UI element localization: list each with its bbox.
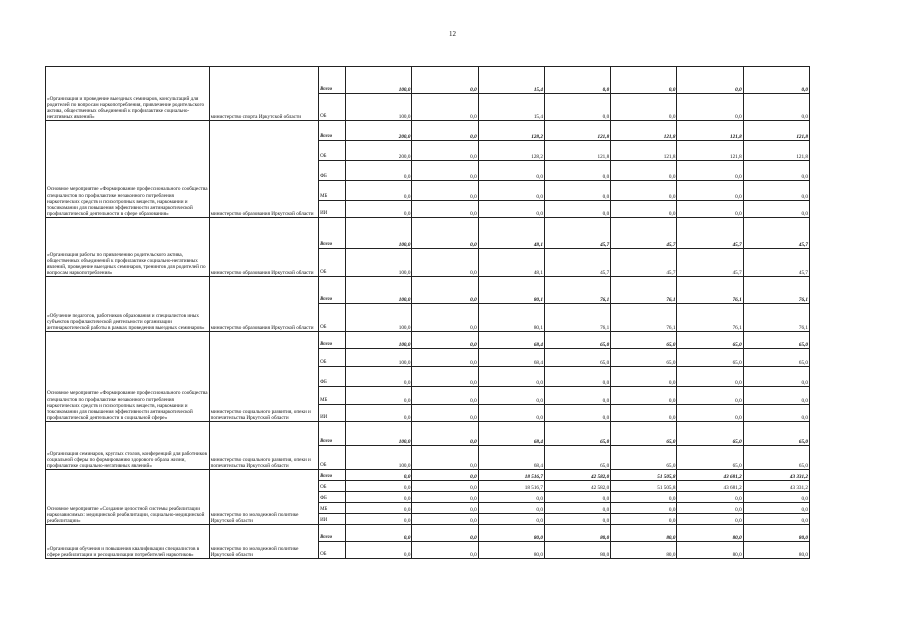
funding-source: ОБ xyxy=(319,481,346,492)
table-row xyxy=(46,332,810,349)
amount-cell: 0,0 xyxy=(412,161,478,181)
funding-source: ФБ xyxy=(319,161,346,181)
activity-name: Основное мероприятие «Создание целостной системы реабилитации наркозависимых: медицинской реабилитации, социально-медицинской реабилитации» xyxy=(46,470,210,525)
amount-cell: 80,1 xyxy=(478,277,544,304)
amount-cell: 0,0 xyxy=(677,405,743,422)
amount-cell: 0,0 xyxy=(412,387,478,405)
amount-cell: 0,0 xyxy=(544,367,610,387)
amount-cell: 18 516,7 xyxy=(478,481,544,492)
amount-cell: 100,0 xyxy=(346,249,412,277)
amount-cell: 0,0 xyxy=(611,367,677,387)
amount-cell: 121,8 xyxy=(677,141,743,161)
table-row xyxy=(46,422,810,446)
amount-cell: 0,0 xyxy=(611,181,677,201)
amount-cell: 45,7 xyxy=(743,249,809,277)
amount-cell: 0,0 xyxy=(346,542,412,559)
amount-cell: 80,0 xyxy=(611,542,677,559)
amount-cell: 0,0 xyxy=(412,201,478,218)
amount-cell: 0,0 xyxy=(677,67,743,94)
amount-cell: 0,0 xyxy=(743,503,809,514)
amount-cell: 0,0 xyxy=(412,446,478,470)
amount-cell: 0,0 xyxy=(346,161,412,181)
amount-cell: 0,0 xyxy=(611,514,677,525)
amount-cell: 0,0 xyxy=(611,503,677,514)
amount-cell: 48,1 xyxy=(478,249,544,277)
amount-cell: 0,0 xyxy=(346,181,412,201)
amount-cell: 43 331,2 xyxy=(743,470,809,481)
amount-cell: 0,0 xyxy=(743,67,809,94)
amount-cell: 45,7 xyxy=(611,249,677,277)
amount-cell: 0,0 xyxy=(677,514,743,525)
amount-cell: 80,0 xyxy=(611,525,677,542)
amount-cell: 48,1 xyxy=(478,218,544,249)
amount-cell: 100,0 xyxy=(346,218,412,249)
amount-cell: 0,0 xyxy=(346,470,412,481)
amount-cell: 0,0 xyxy=(743,514,809,525)
amount-cell: 0,0 xyxy=(346,387,412,405)
amount-cell: 200,0 xyxy=(346,141,412,161)
amount-cell: 0,0 xyxy=(677,492,743,503)
amount-cell: 68,4 xyxy=(478,446,544,470)
amount-cell: 43 681,2 xyxy=(677,481,743,492)
executor: министерство образования Иркутской области xyxy=(209,218,318,277)
executor: министерство спорта Иркутской области xyxy=(209,67,318,121)
amount-cell: 0,0 xyxy=(346,481,412,492)
amount-cell: 121,8 xyxy=(611,141,677,161)
amount-cell: 80,0 xyxy=(743,542,809,559)
amount-cell: 65,0 xyxy=(544,332,610,349)
amount-cell: 0,0 xyxy=(611,94,677,121)
amount-cell: 0,0 xyxy=(544,514,610,525)
amount-cell: 0,0 xyxy=(412,470,478,481)
amount-cell: 100,0 xyxy=(346,422,412,446)
amount-cell: 80,1 xyxy=(478,304,544,332)
amount-cell: 0,0 xyxy=(544,387,610,405)
amount-cell: 0,0 xyxy=(478,514,544,525)
amount-cell: 0,0 xyxy=(346,367,412,387)
funding-source: Всего xyxy=(319,277,346,304)
funding-source: МБ xyxy=(319,181,346,201)
amount-cell: 0,0 xyxy=(346,514,412,525)
amount-cell: 100,0 xyxy=(346,277,412,304)
amount-cell: 0,0 xyxy=(412,218,478,249)
amount-cell: 0,0 xyxy=(743,181,809,201)
activity-name: «Организация обучения и повышения квалификации специалистов в сфере реабилитации и ресоциализации потребителей наркотиков» xyxy=(46,525,210,559)
amount-cell: 45,7 xyxy=(743,218,809,249)
funding-source: ИИ xyxy=(319,514,346,525)
amount-cell: 65,0 xyxy=(544,349,610,367)
amount-cell: 0,0 xyxy=(412,422,478,446)
amount-cell: 65,0 xyxy=(611,422,677,446)
amount-cell: 121,8 xyxy=(743,121,809,141)
table-row xyxy=(46,470,810,481)
amount-cell: 0,0 xyxy=(544,201,610,218)
amount-cell: 0,0 xyxy=(677,161,743,181)
amount-cell: 0,0 xyxy=(743,405,809,422)
amount-cell: 0,0 xyxy=(478,201,544,218)
amount-cell: 0,0 xyxy=(346,503,412,514)
amount-cell: 0,0 xyxy=(412,542,478,559)
funding-source: ОБ xyxy=(319,141,346,161)
amount-cell: 0,0 xyxy=(412,332,478,349)
amount-cell: 0,0 xyxy=(412,367,478,387)
amount-cell: 100,0 xyxy=(346,304,412,332)
amount-cell: 0,0 xyxy=(677,94,743,121)
amount-cell: 121,8 xyxy=(611,121,677,141)
funding-source: Всего xyxy=(319,470,346,481)
funding-source: Всего xyxy=(319,121,346,141)
amount-cell: 0,0 xyxy=(478,492,544,503)
amount-cell: 0,0 xyxy=(346,201,412,218)
amount-cell: 0,0 xyxy=(743,94,809,121)
amount-cell: 0,0 xyxy=(346,525,412,542)
funding-source: ОБ xyxy=(319,446,346,470)
amount-cell: 15,4 xyxy=(478,67,544,94)
amount-cell: 76,1 xyxy=(611,277,677,304)
funding-source: ОБ xyxy=(319,542,346,559)
amount-cell: 0,0 xyxy=(611,492,677,503)
funding-source: ИИ xyxy=(319,201,346,218)
amount-cell: 100,0 xyxy=(346,94,412,121)
amount-cell: 0,0 xyxy=(743,201,809,218)
funding-source: ОБ xyxy=(319,304,346,332)
amount-cell: 100,0 xyxy=(346,67,412,94)
activity-name: «Обучение педагогов, работников образования и специалистов иных субъектов профилактической деятельности организации антинаркотической работы в рамках проведения выездных семинаров» xyxy=(46,277,210,332)
amount-cell: 65,0 xyxy=(743,446,809,470)
amount-cell: 0,0 xyxy=(412,349,478,367)
amount-cell: 0,0 xyxy=(412,141,478,161)
table-row xyxy=(46,277,810,304)
table-row xyxy=(46,67,810,94)
amount-cell: 51 505,8 xyxy=(611,481,677,492)
funding-source: Всего xyxy=(319,218,346,249)
funding-source: МБ xyxy=(319,387,346,405)
amount-cell: 0,0 xyxy=(544,405,610,422)
funding-source: Всего xyxy=(319,332,346,349)
activity-name: «Организация работы по привлечению родительского актива, общественных объединений к профилактике социально-негативных явлений, проведение выездных семинаров, тренингов для родителей по вопросам наркопотребления» xyxy=(46,218,210,277)
amount-cell: 65,0 xyxy=(743,332,809,349)
amount-cell: 0,0 xyxy=(346,405,412,422)
amount-cell: 65,0 xyxy=(677,332,743,349)
activity-name: Основное мероприятие «Формирование профессионального сообщества специалистов по профилактике незаконного потребления наркотических средств и психотропных веществ, наркомании и токсикомании для повышения эффективности антинаркотической профилактической деятельности в сфере образования» xyxy=(46,121,210,218)
funding-source: ФБ xyxy=(319,367,346,387)
amount-cell: 121,8 xyxy=(544,141,610,161)
amount-cell: 0,0 xyxy=(611,67,677,94)
amount-cell: 0,0 xyxy=(412,481,478,492)
activity-name: Основное мероприятие «Формирование профессионального сообщества специалистов по профилактике незаконного потребления наркотических средств и психотропных веществ, наркомании и токсикомании для повышения эффективности антинаркотической профилактической деятельности в социальной сфере» xyxy=(46,332,210,422)
amount-cell: 0,0 xyxy=(412,121,478,141)
table-row xyxy=(46,218,810,249)
amount-cell: 0,0 xyxy=(544,161,610,181)
amount-cell: 0,0 xyxy=(743,161,809,181)
amount-cell: 68,4 xyxy=(478,349,544,367)
amount-cell: 0,0 xyxy=(544,181,610,201)
amount-cell: 15,4 xyxy=(478,94,544,121)
amount-cell: 76,1 xyxy=(677,304,743,332)
amount-cell: 0,0 xyxy=(677,387,743,405)
amount-cell: 45,7 xyxy=(544,218,610,249)
funding-source: ИИ xyxy=(319,405,346,422)
amount-cell: 43 681,2 xyxy=(677,470,743,481)
amount-cell: 0,0 xyxy=(743,367,809,387)
activity-name: «Организация семинаров, круглых столов, конференций для работников социальной сферы по формированию здорового образа жизни, профилактике социально-негативных явлений» xyxy=(46,422,210,470)
activity-name: «Организация и проведение выездных семинаров, консультаций для родителей по вопросам наркопотребления, привлечение родительского актива, общественных объединений к профилактике социально-негативных явлений» xyxy=(46,67,210,121)
funding-source: Всего xyxy=(319,67,346,94)
amount-cell: 0,0 xyxy=(478,367,544,387)
amount-cell: 80,0 xyxy=(544,525,610,542)
funding-source: ОБ xyxy=(319,349,346,367)
amount-cell: 0,0 xyxy=(412,181,478,201)
amount-cell: 80,0 xyxy=(743,525,809,542)
amount-cell: 65,0 xyxy=(544,446,610,470)
budget-table xyxy=(45,66,810,559)
amount-cell: 0,0 xyxy=(478,405,544,422)
executor: министерство образования Иркутской области xyxy=(209,121,318,218)
amount-cell: 0,0 xyxy=(412,249,478,277)
amount-cell: 0,0 xyxy=(478,181,544,201)
amount-cell: 0,0 xyxy=(611,405,677,422)
amount-cell: 65,0 xyxy=(611,349,677,367)
amount-cell: 0,0 xyxy=(412,514,478,525)
amount-cell: 0,0 xyxy=(677,181,743,201)
amount-cell: 0,0 xyxy=(611,201,677,218)
amount-cell: 0,0 xyxy=(478,503,544,514)
amount-cell: 121,8 xyxy=(677,121,743,141)
amount-cell: 0,0 xyxy=(412,492,478,503)
amount-cell: 0,0 xyxy=(412,304,478,332)
amount-cell: 76,1 xyxy=(743,277,809,304)
amount-cell: 65,0 xyxy=(611,446,677,470)
amount-cell: 76,1 xyxy=(743,304,809,332)
amount-cell: 0,0 xyxy=(544,492,610,503)
amount-cell: 0,0 xyxy=(611,161,677,181)
amount-cell: 45,7 xyxy=(677,218,743,249)
amount-cell: 45,7 xyxy=(611,218,677,249)
amount-cell: 0,0 xyxy=(611,387,677,405)
executor: министерство образования Иркутской области xyxy=(209,277,318,332)
funding-source: ФБ xyxy=(319,492,346,503)
amount-cell: 121,8 xyxy=(544,121,610,141)
amount-cell: 80,0 xyxy=(478,525,544,542)
amount-cell: 0,0 xyxy=(412,525,478,542)
amount-cell: 0,0 xyxy=(412,503,478,514)
funding-source: ОБ xyxy=(319,94,346,121)
amount-cell: 76,1 xyxy=(544,277,610,304)
amount-cell: 76,1 xyxy=(611,304,677,332)
table-row xyxy=(46,525,810,542)
amount-cell: 0,0 xyxy=(412,277,478,304)
amount-cell: 42 582,0 xyxy=(544,481,610,492)
amount-cell: 65,0 xyxy=(677,446,743,470)
executor: министерство по молодежной политике Иркутской области xyxy=(209,470,318,525)
amount-cell: 80,0 xyxy=(544,542,610,559)
executor: министерство социального развития, опеки и попечительства Иркутской области xyxy=(209,332,318,422)
amount-cell: 0,0 xyxy=(544,94,610,121)
amount-cell: 0,0 xyxy=(478,161,544,181)
amount-cell: 100,0 xyxy=(346,349,412,367)
amount-cell: 0,0 xyxy=(412,67,478,94)
amount-cell: 121,8 xyxy=(743,141,809,161)
amount-cell: 0,0 xyxy=(478,387,544,405)
amount-cell: 200,0 xyxy=(346,121,412,141)
funding-source: Всего xyxy=(319,525,346,542)
amount-cell: 45,7 xyxy=(677,249,743,277)
amount-cell: 0,0 xyxy=(412,94,478,121)
funding-source: Всего xyxy=(319,422,346,446)
amount-cell: 65,0 xyxy=(743,349,809,367)
amount-cell: 100,0 xyxy=(346,332,412,349)
amount-cell: 68,4 xyxy=(478,332,544,349)
amount-cell: 0,0 xyxy=(544,67,610,94)
amount-cell: 0,0 xyxy=(544,503,610,514)
amount-cell: 0,0 xyxy=(677,201,743,218)
amount-cell: 76,1 xyxy=(677,277,743,304)
amount-cell: 0,0 xyxy=(677,503,743,514)
amount-cell: 76,1 xyxy=(544,304,610,332)
amount-cell: 0,0 xyxy=(412,405,478,422)
amount-cell: 51 505,8 xyxy=(611,470,677,481)
amount-cell: 100,0 xyxy=(346,446,412,470)
amount-cell: 0,0 xyxy=(743,492,809,503)
amount-cell: 80,0 xyxy=(677,525,743,542)
budget-table-body xyxy=(46,67,810,559)
amount-cell: 0,0 xyxy=(677,367,743,387)
executor: министерство по молодежной политике Иркутской области xyxy=(209,525,318,559)
amount-cell: 18 516,7 xyxy=(478,470,544,481)
funding-source: МБ xyxy=(319,503,346,514)
executor: министерство социального развития, опеки и попечительства Иркутской области xyxy=(209,422,318,470)
page-number: 12 xyxy=(449,30,456,38)
amount-cell: 42 582,0 xyxy=(544,470,610,481)
amount-cell: 128,2 xyxy=(478,141,544,161)
amount-cell: 68,4 xyxy=(478,422,544,446)
funding-source: ОБ xyxy=(319,249,346,277)
amount-cell: 128,2 xyxy=(478,121,544,141)
amount-cell: 65,0 xyxy=(743,422,809,446)
amount-cell: 65,0 xyxy=(544,422,610,446)
amount-cell: 65,0 xyxy=(677,422,743,446)
amount-cell: 0,0 xyxy=(743,387,809,405)
amount-cell: 65,0 xyxy=(611,332,677,349)
amount-cell: 43 331,2 xyxy=(743,481,809,492)
amount-cell: 0,0 xyxy=(346,492,412,503)
amount-cell: 80,0 xyxy=(677,542,743,559)
table-row xyxy=(46,121,810,141)
amount-cell: 65,0 xyxy=(677,349,743,367)
amount-cell: 45,7 xyxy=(544,249,610,277)
amount-cell: 80,0 xyxy=(478,542,544,559)
